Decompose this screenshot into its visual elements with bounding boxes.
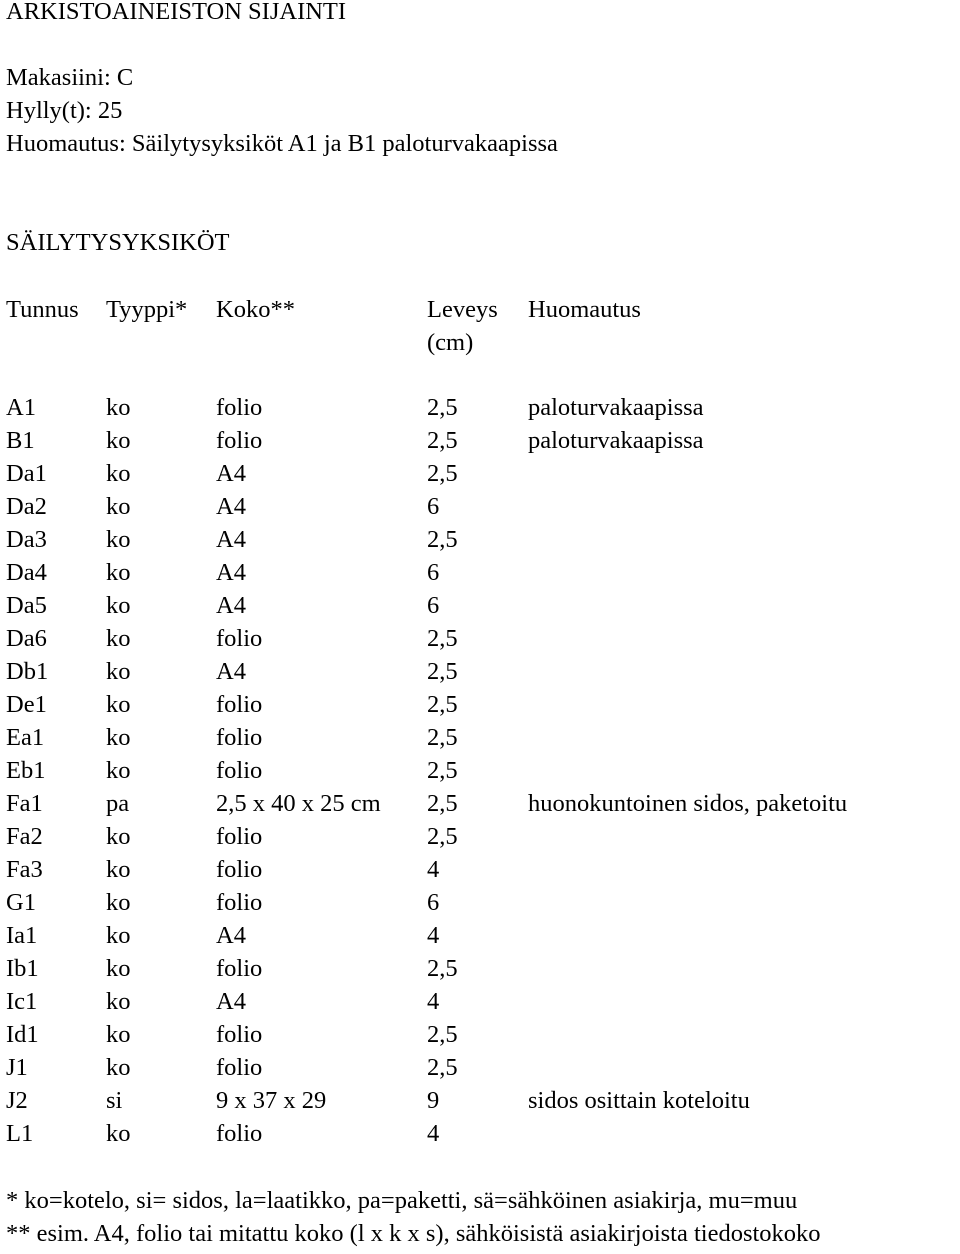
- cell-koko: folio: [216, 1054, 263, 1081]
- cell-tyyppi: ko: [106, 757, 131, 784]
- cell-tunnus: G1: [6, 889, 36, 916]
- cell-koko: folio: [216, 691, 263, 718]
- cell-leveys: 2,5: [427, 460, 458, 487]
- cell-tyyppi: ko: [106, 1054, 131, 1081]
- cell-tyyppi: ko: [106, 724, 131, 751]
- cell-koko: A4: [216, 559, 246, 586]
- cell-leveys: 2,5: [427, 427, 458, 454]
- cell-tyyppi: ko: [106, 625, 131, 652]
- cell-tyyppi: pa: [106, 790, 130, 817]
- cell-koko: folio: [216, 955, 263, 982]
- cell-huomautus: huonokuntoinen sidos, paketoitu: [528, 790, 848, 817]
- cell-leveys: 2,5: [427, 823, 458, 850]
- cell-koko: A4: [216, 988, 246, 1015]
- cell-koko: folio: [216, 889, 263, 916]
- cell-leveys: 9: [427, 1087, 440, 1114]
- section-title: SÄILYTYSYKSIKÖT: [6, 229, 230, 256]
- cell-tyyppi: ko: [106, 394, 131, 421]
- cell-tunnus: Db1: [6, 658, 49, 685]
- cell-tyyppi: ko: [106, 988, 131, 1015]
- cell-tyyppi: ko: [106, 460, 131, 487]
- cell-leveys: 6: [427, 592, 440, 619]
- cell-tyyppi: ko: [106, 856, 131, 883]
- cell-tunnus: Fa3: [6, 856, 43, 883]
- cell-koko: A4: [216, 922, 246, 949]
- cell-koko: A4: [216, 526, 246, 553]
- cell-koko: 9 x 37 x 29: [216, 1087, 327, 1114]
- cell-koko: A4: [216, 460, 246, 487]
- cell-leveys: 2,5: [427, 691, 458, 718]
- cell-tunnus: A1: [6, 394, 36, 421]
- cell-leveys: 4: [427, 922, 440, 949]
- page-title: ARKISTOAINEISTON SIJAINTI: [6, 0, 347, 25]
- header-tunnus: Tunnus: [6, 296, 79, 323]
- cell-tunnus: Fa2: [6, 823, 43, 850]
- cell-koko: folio: [216, 823, 263, 850]
- footnote-type-legend: * ko=kotelo, si= sidos, la=laatikko, pa=paketti, sä=sähköinen asiakirja, mu=muu: [6, 1187, 798, 1214]
- cell-tunnus: Da4: [6, 559, 47, 586]
- cell-huomautus: sidos osittain koteloitu: [528, 1087, 750, 1114]
- cell-tunnus: Da3: [6, 526, 47, 553]
- header-koko: Koko**: [216, 296, 295, 323]
- cell-tunnus: Ic1: [6, 988, 38, 1015]
- cell-tunnus: Ia1: [6, 922, 38, 949]
- header-leveys: Leveys: [427, 296, 498, 323]
- cell-koko: folio: [216, 1120, 263, 1147]
- cell-tyyppi: ko: [106, 427, 131, 454]
- cell-leveys: 2,5: [427, 1021, 458, 1048]
- cell-koko: folio: [216, 1021, 263, 1048]
- cell-koko: 2,5 x 40 x 25 cm: [216, 790, 381, 817]
- cell-tyyppi: ko: [106, 493, 131, 520]
- cell-tunnus: Da5: [6, 592, 47, 619]
- cell-tunnus: Ib1: [6, 955, 39, 982]
- cell-tunnus: L1: [6, 1120, 34, 1147]
- cell-leveys: 2,5: [427, 394, 458, 421]
- cell-tyyppi: si: [106, 1087, 123, 1114]
- cell-huomautus: paloturvakaapissa: [528, 427, 704, 454]
- cell-tunnus: Da1: [6, 460, 47, 487]
- cell-tunnus: Ea1: [6, 724, 45, 751]
- location-huomautus: Huomautus: Säilytysyksiköt A1 ja B1 paloturvakaapissa: [6, 130, 558, 157]
- location-makasiini: Makasiini: C: [6, 64, 134, 91]
- cell-tyyppi: ko: [106, 526, 131, 553]
- cell-tunnus: B1: [6, 427, 35, 454]
- cell-tunnus: Da6: [6, 625, 47, 652]
- cell-koko: folio: [216, 427, 263, 454]
- cell-leveys: 6: [427, 493, 440, 520]
- cell-koko: A4: [216, 658, 246, 685]
- cell-tunnus: J2: [6, 1087, 28, 1114]
- cell-leveys: 2,5: [427, 790, 458, 817]
- cell-leveys: 6: [427, 559, 440, 586]
- cell-tyyppi: ko: [106, 559, 131, 586]
- cell-tyyppi: ko: [106, 922, 131, 949]
- cell-leveys: 6: [427, 889, 440, 916]
- cell-koko: folio: [216, 724, 263, 751]
- footnote-size-legend: ** esim. A4, folio tai mitattu koko (l x k x s), sähköisistä asiakirjoista tiedostokoko: [6, 1220, 821, 1247]
- cell-tyyppi: ko: [106, 823, 131, 850]
- cell-tyyppi: ko: [106, 889, 131, 916]
- header-tyyppi: Tyyppi*: [106, 296, 188, 323]
- cell-tyyppi: ko: [106, 955, 131, 982]
- cell-koko: A4: [216, 592, 246, 619]
- cell-tunnus: Da2: [6, 493, 47, 520]
- cell-leveys: 2,5: [427, 1054, 458, 1081]
- location-hylly: Hylly(t): 25: [6, 97, 123, 124]
- cell-koko: folio: [216, 625, 263, 652]
- cell-leveys: 2,5: [427, 955, 458, 982]
- cell-koko: A4: [216, 493, 246, 520]
- cell-tyyppi: ko: [106, 1021, 131, 1048]
- cell-koko: folio: [216, 856, 263, 883]
- cell-leveys: 2,5: [427, 757, 458, 784]
- cell-tunnus: Fa1: [6, 790, 43, 817]
- cell-tunnus: Eb1: [6, 757, 46, 784]
- cell-tunnus: Id1: [6, 1021, 39, 1048]
- cell-huomautus: paloturvakaapissa: [528, 394, 704, 421]
- cell-tunnus: De1: [6, 691, 47, 718]
- cell-tyyppi: ko: [106, 1120, 131, 1147]
- cell-tyyppi: ko: [106, 592, 131, 619]
- cell-leveys: 2,5: [427, 724, 458, 751]
- header-leveys-unit: (cm): [427, 329, 474, 356]
- cell-tyyppi: ko: [106, 658, 131, 685]
- cell-leveys: 4: [427, 988, 440, 1015]
- cell-tunnus: J1: [6, 1054, 28, 1081]
- header-huomautus: Huomautus: [528, 296, 641, 323]
- cell-leveys: 4: [427, 856, 440, 883]
- cell-koko: folio: [216, 394, 263, 421]
- cell-leveys: 2,5: [427, 658, 458, 685]
- cell-tyyppi: ko: [106, 691, 131, 718]
- cell-leveys: 2,5: [427, 526, 458, 553]
- cell-leveys: 2,5: [427, 625, 458, 652]
- cell-leveys: 4: [427, 1120, 440, 1147]
- cell-koko: folio: [216, 757, 263, 784]
